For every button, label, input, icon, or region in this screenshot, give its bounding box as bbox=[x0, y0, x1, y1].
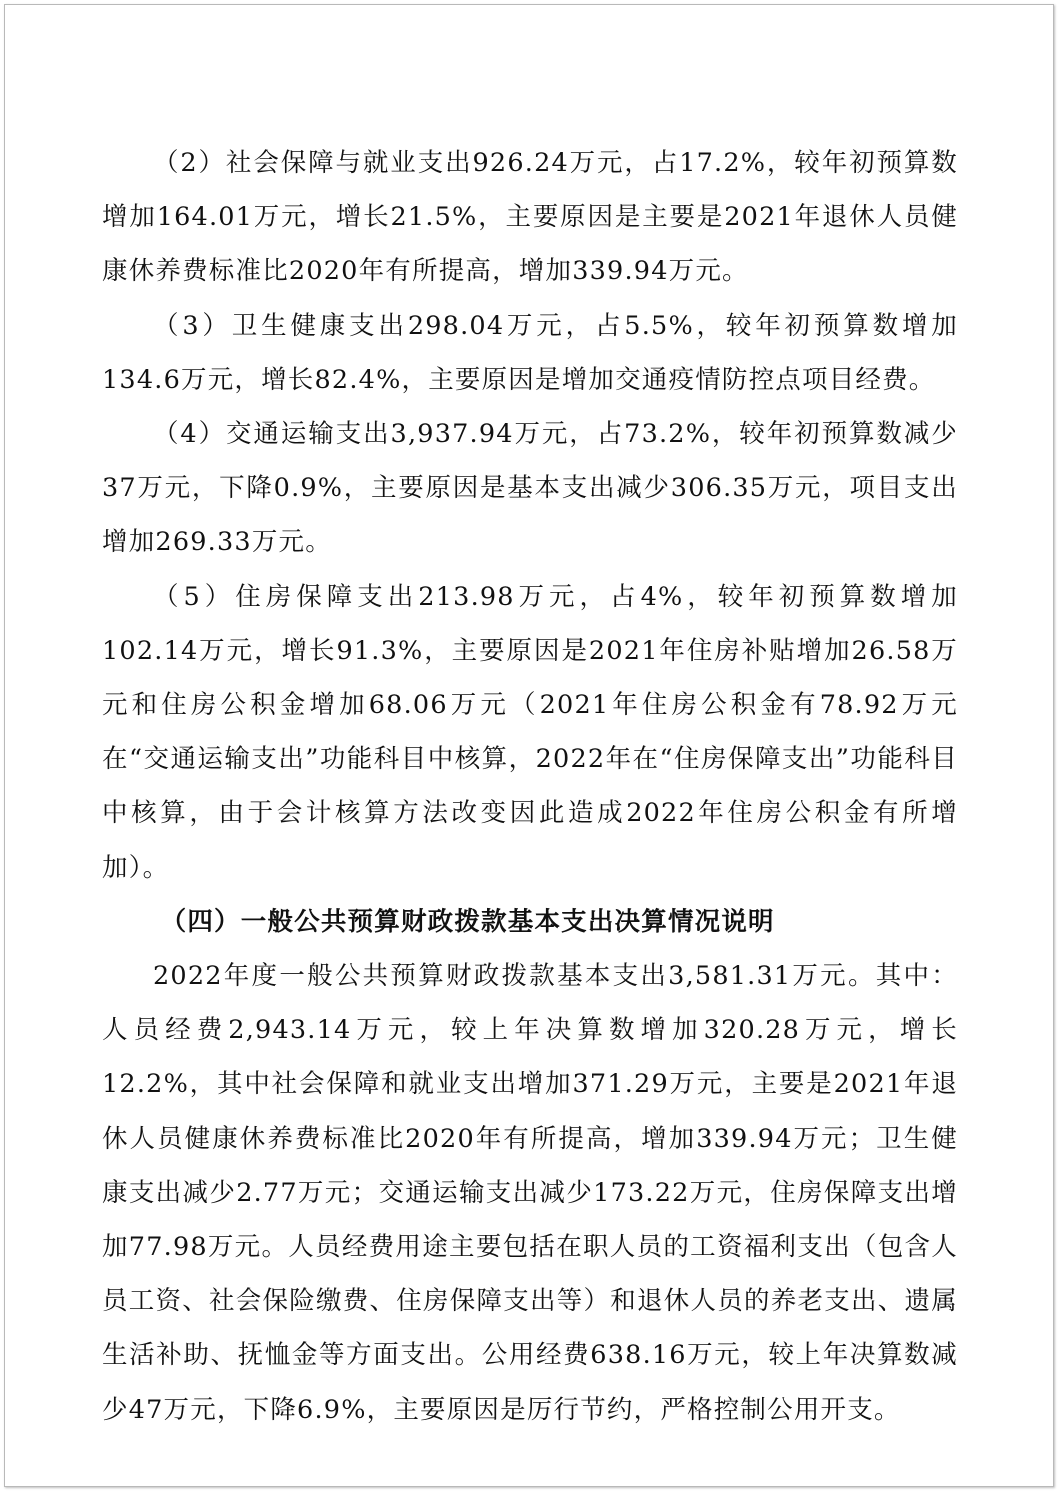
paragraph-housing: （5）住房保障支出213.98万元，占4%，较年初预算数增加102.14万元，增长91.3%，主要原因是2021年住房补贴增加26.58万元和住房公积金增加68.06万元（2021年住房公积金有78.92万元在“交通运输支出”功能科目中核算，2022年在“住房保障支出”功能科目中核算，由于会计核算方法改变因此造成2022年住房公积金有所增加）。 bbox=[102, 581, 958, 883]
paragraph-social-security: （2）社会保障与就业支出926.24万元，占17.2%，较年初预算数增加164.01万元，增长21.5%，主要原因是主要是2021年退休人员健康休养费标准比2020年有所提高，增加339.94万元。 bbox=[102, 148, 958, 287]
paragraph-transport: （4）交通运输支出3,937.94万元，占73.2%，较年初预算数减少37万元，下降0.9%，主要原因是基本支出减少306.35万元，项目支出增加269.33万元。 bbox=[102, 419, 958, 558]
paragraph-basic-expenditure: 2022年度一般公共预算财政拨款基本支出3,581.31万元。其中：人员经费2,943.14万元，较上年决算数增加320.28万元，增长12.2%，其中社会保障和就业支出增加371.29万元，主要是2021年退休人员健康休养费标准比2020年有所提高，增加339.94万元；卫生健康支出减少2.77万元；交通运输支出减少173.22万元，住房保障支出增加77.98万元。人员经费用途主要包括在职人员的工资福利支出（包含人员工资、社会保险缴费、住房保障支出等）和退休人员的养老支出、遗属生活补助、抚恤金等方面支出。公用经费638.16万元，较上年决算数减少47万元，下降6.9%，主要原因是厉行节约，严格控制公用开支。 bbox=[102, 961, 958, 1425]
section-heading: （四）一般公共预算财政拨款基本支出决算情况说明 bbox=[160, 906, 775, 937]
paragraph-health: （3）卫生健康支出298.04万元，占5.5%，较年初预算数增加134.6万元，增长82.4%，主要原因是增加交通疫情防控点项目经费。 bbox=[102, 310, 958, 395]
document-body bbox=[102, 136, 958, 1437]
